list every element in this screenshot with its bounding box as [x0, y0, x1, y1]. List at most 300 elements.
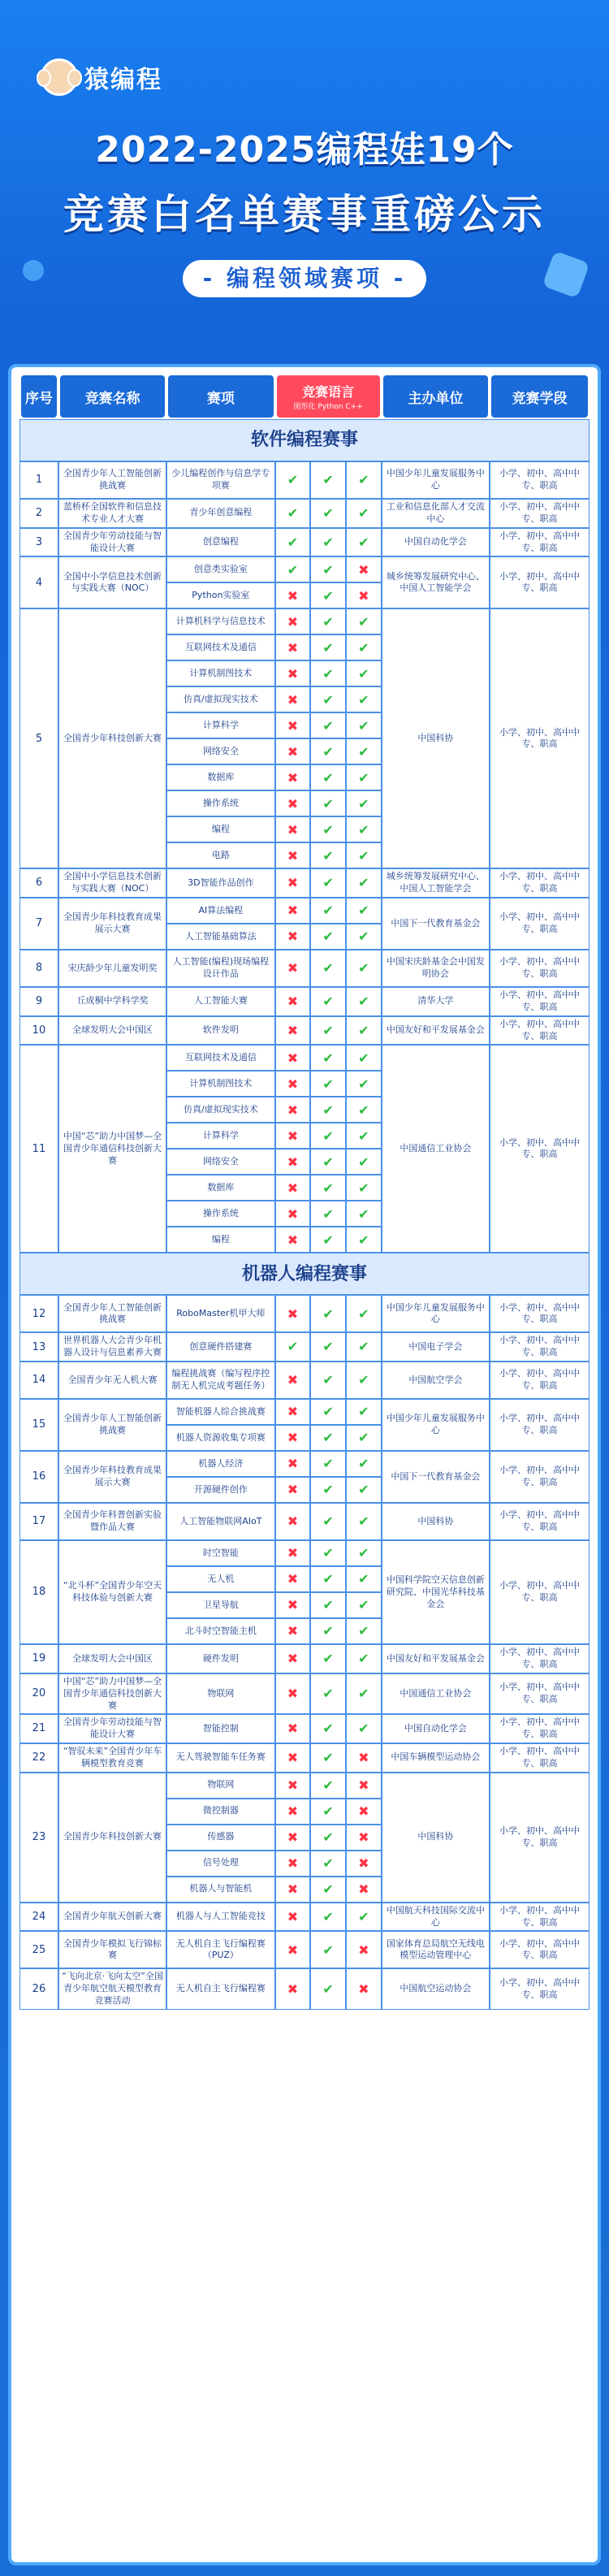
cell-lang-graphic [275, 499, 311, 528]
cross-icon: ✖ [358, 1942, 369, 1958]
cell-item: 机器人与智能机 [166, 1877, 274, 1903]
cell-stage: 小学、初中、高中中专、职高 [490, 1673, 590, 1715]
cell-lang-python [310, 1851, 346, 1877]
cell-stage: 小学、初中、高中中专、职高 [490, 1540, 590, 1644]
check-icon: ✔ [358, 665, 369, 682]
cell-stage: 小学、初中、高中中专、职高 [490, 1773, 590, 1903]
check-icon: ✔ [322, 1305, 334, 1322]
cell-item: 创意类实验室 [166, 556, 274, 582]
check-icon: ✔ [287, 561, 299, 578]
table-row [19, 1714, 590, 1743]
cell-lang-cpp [346, 1566, 382, 1592]
logo [41, 58, 162, 96]
check-icon: ✔ [322, 1571, 334, 1587]
cell-lang-cpp [346, 1618, 382, 1644]
cell-org: 中国少年儿童发展服务中心 [382, 461, 490, 499]
cell-item: AI算法编程 [166, 898, 274, 924]
cell-stage: 小学、初中、高中中专、职高 [490, 1644, 590, 1673]
cell-stage: 小学、初中、高中中专、职高 [490, 1451, 590, 1503]
cell-lang-cpp [346, 1851, 382, 1877]
cell-org: 中国航空运动协会 [382, 1968, 490, 2010]
cell-org: 中国下一代教育基金会 [382, 898, 490, 950]
cell-lang-graphic [275, 1425, 311, 1451]
cell-org: 中国航天科技国际交流中心 [382, 1903, 490, 1932]
check-icon: ✔ [358, 1154, 369, 1170]
cell-item: 人工智能物联网AIoT [166, 1503, 274, 1540]
cell-lang-python [310, 1201, 346, 1227]
cell-lang-cpp [346, 842, 382, 868]
cell-name: “飞向北京·飞向太空”全国青少年航空航天模型教育竞赛活动 [58, 1968, 166, 2010]
cell-item: 物联网 [166, 1673, 274, 1715]
cell-lang-graphic [275, 660, 311, 686]
check-icon: ✔ [322, 1803, 334, 1819]
cell-lang-graphic [275, 868, 311, 898]
cell-stage: 小学、初中、高中中专、职高 [490, 1045, 590, 1253]
cell-lang-cpp [346, 1362, 382, 1399]
check-icon: ✔ [358, 691, 369, 708]
cross-icon: ✖ [287, 1154, 299, 1170]
cell-lang-graphic [275, 1362, 311, 1399]
check-icon: ✔ [322, 1206, 334, 1222]
cell-lang-graphic [275, 1045, 311, 1071]
check-icon: ✔ [358, 1128, 369, 1144]
check-icon: ✔ [358, 1339, 369, 1355]
cell-lang-graphic [275, 1227, 311, 1253]
cell-lang-cpp [346, 608, 382, 634]
header-org: 主办单位 [382, 374, 490, 419]
table-header [19, 374, 590, 419]
cell-lang-python [310, 868, 346, 898]
check-icon: ✔ [322, 743, 334, 760]
check-icon: ✔ [322, 875, 334, 891]
table-row [19, 987, 590, 1016]
cell-item: 软件发明 [166, 1016, 274, 1046]
cell-lang-cpp [346, 1799, 382, 1825]
cell-stage: 小学、初中、高中中专、职高 [490, 1362, 590, 1399]
cell-item: 信号处理 [166, 1851, 274, 1877]
cell-name: 全国青少年人工智能创新挑战赛 [58, 1295, 166, 1332]
table-row [19, 461, 590, 499]
cell-lang-graphic [275, 987, 311, 1016]
cell-item: 智能控制 [166, 1714, 274, 1743]
table-row [19, 868, 590, 898]
header-stage: 竞赛学段 [490, 374, 590, 419]
cross-icon: ✖ [287, 1981, 299, 1997]
cell-lang-python [310, 1016, 346, 1046]
check-icon: ✔ [358, 743, 369, 760]
cell-org: 中国宋庆龄基金会中国发明协会 [382, 950, 490, 987]
check-icon: ✔ [358, 1597, 369, 1613]
cell-name: 世界机器人大会青少年机器人设计与信息素养大赛 [58, 1332, 166, 1362]
cell-lang-cpp [346, 868, 382, 898]
cell-lang-cpp [346, 1743, 382, 1773]
check-icon: ✔ [358, 1305, 369, 1322]
cross-icon: ✖ [358, 1855, 369, 1871]
cell-name: “北斗杯”全国青少年空天科技体验与创新大赛 [58, 1540, 166, 1644]
cell-lang-python [310, 712, 346, 738]
cell-stage: 小学、初中、高中中专、职高 [490, 1743, 590, 1773]
cell-lang-cpp [346, 1644, 382, 1673]
cell-lang-graphic [275, 1503, 311, 1540]
cell-item: RoboMaster机甲大师 [166, 1295, 274, 1332]
cross-icon: ✖ [287, 1571, 299, 1587]
cell-no: 9 [19, 987, 58, 1016]
check-icon: ✔ [358, 929, 369, 945]
check-icon: ✔ [322, 1404, 334, 1420]
cell-name: 蓝桥杯全国软件和信息技术专业人才大赛 [58, 499, 166, 528]
check-icon: ✔ [322, 534, 334, 550]
cell-stage: 小学、初中、高中中专、职高 [490, 898, 590, 950]
cell-lang-python [310, 764, 346, 790]
cell-lang-graphic [275, 1451, 311, 1477]
cross-icon: ✖ [287, 639, 299, 656]
cell-item: 卫星导航 [166, 1592, 274, 1618]
cell-lang-graphic [275, 686, 311, 712]
cell-name: 全国青少年劳动技能与智能设计大赛 [58, 528, 166, 557]
cell-name: 宋庆龄少年儿童发明奖 [58, 950, 166, 987]
check-icon: ✔ [287, 472, 299, 488]
cell-stage: 小学、初中、高中中专、职高 [490, 987, 590, 1016]
cell-lang-graphic [275, 816, 311, 842]
cell-lang-graphic [275, 898, 311, 924]
cell-org: 中国航空学会 [382, 1362, 490, 1399]
table-row [19, 1773, 590, 1799]
cross-icon: ✖ [358, 1981, 369, 1997]
check-icon: ✔ [322, 1154, 334, 1170]
check-icon: ✔ [358, 1686, 369, 1702]
cell-lang-cpp [346, 816, 382, 842]
cell-lang-cpp [346, 987, 382, 1016]
check-icon: ✔ [322, 1076, 334, 1092]
check-icon: ✔ [358, 639, 369, 656]
cell-lang-graphic [275, 1714, 311, 1743]
cell-org: 中国通信工业协会 [382, 1045, 490, 1253]
cell-lang-cpp [346, 686, 382, 712]
cell-item: 互联网技术及通信 [166, 1045, 274, 1071]
cell-lang-cpp [346, 898, 382, 924]
cell-no: 22 [19, 1743, 58, 1773]
cell-lang-graphic [275, 1477, 311, 1503]
check-icon: ✔ [322, 929, 334, 945]
cross-icon: ✖ [358, 1803, 369, 1819]
cell-lang-python [310, 1227, 346, 1253]
check-icon: ✔ [322, 1482, 334, 1498]
cross-icon: ✖ [287, 613, 299, 630]
cross-icon: ✖ [287, 903, 299, 919]
table-row [19, 1362, 590, 1399]
cell-item: 机器人经济 [166, 1451, 274, 1477]
cell-lang-python [310, 790, 346, 816]
cell-lang-graphic [275, 1071, 311, 1097]
cell-lang-cpp [346, 950, 382, 987]
cell-name: 全球发明大会中国区 [58, 1016, 166, 1046]
cell-item: 3D智能作品创作 [166, 868, 274, 898]
cell-stage: 小学、初中、高中中专、职高 [490, 1332, 590, 1362]
cell-item: 机器人资源收集专项赛 [166, 1425, 274, 1451]
cell-name: 全国青少年人工智能创新挑战赛 [58, 461, 166, 499]
cell-lang-graphic [275, 712, 311, 738]
header-lang: 竞赛语言 图形化 Python C++ [275, 374, 382, 419]
check-icon: ✔ [358, 1232, 369, 1248]
cell-lang-cpp [346, 1503, 382, 1540]
cell-lang-cpp [346, 556, 382, 582]
decor-cube-icon [542, 251, 590, 299]
check-icon: ✔ [322, 691, 334, 708]
title-line-1: 2022-2025编程娃19个 [95, 129, 514, 171]
cell-lang-cpp [346, 582, 382, 608]
cell-lang-cpp [346, 461, 382, 499]
cell-stage: 小学、初中、高中中专、职高 [490, 1903, 590, 1932]
table-row [19, 1045, 590, 1071]
cross-icon: ✖ [287, 665, 299, 682]
cell-item: 人工智能大赛 [166, 987, 274, 1016]
cell-no: 20 [19, 1673, 58, 1715]
cell-stage: 小学、初中、高中中专、职高 [490, 608, 590, 868]
cell-lang-cpp [346, 1016, 382, 1046]
cell-item: 编程 [166, 1227, 274, 1253]
check-icon: ✔ [358, 1482, 369, 1498]
cell-lang-graphic [275, 1540, 311, 1566]
cell-name: 全国中小学信息技术创新与实践大赛（NOC） [58, 868, 166, 898]
cell-lang-cpp [346, 1451, 382, 1477]
cell-org: 中国下一代教育基金会 [382, 1451, 490, 1503]
cross-icon: ✖ [287, 717, 299, 734]
cell-no: 18 [19, 1540, 58, 1644]
cross-icon: ✖ [287, 875, 299, 891]
cell-lang-graphic [275, 556, 311, 582]
cross-icon: ✖ [287, 1777, 299, 1793]
cell-org: 工业和信息化部人才交流中心 [382, 499, 490, 528]
cell-lang-python [310, 1903, 346, 1932]
cell-lang-python [310, 987, 346, 1016]
check-icon: ✔ [358, 1721, 369, 1737]
cell-name: 中国“芯”助力中国梦—全国青少年通信科技创新大赛 [58, 1045, 166, 1253]
cell-lang-cpp [346, 1149, 382, 1175]
cell-no: 19 [19, 1644, 58, 1673]
section-title: 机器人编程赛事 [19, 1253, 590, 1295]
cross-icon: ✖ [287, 743, 299, 760]
cell-lang-python [310, 1825, 346, 1851]
table-row [19, 1673, 590, 1715]
cell-lang-cpp [346, 634, 382, 660]
cell-lang-python [310, 1773, 346, 1799]
cross-icon: ✖ [287, 1430, 299, 1446]
cell-item: 微控制器 [166, 1799, 274, 1825]
cross-icon: ✖ [287, 1206, 299, 1222]
cell-lang-python [310, 1295, 346, 1332]
cell-stage: 小学、初中、高中中专、职高 [490, 1016, 590, 1046]
cross-icon: ✖ [287, 1942, 299, 1958]
cell-item: 无人机 [166, 1566, 274, 1592]
cell-lang-cpp [346, 1295, 382, 1332]
cell-lang-cpp [346, 660, 382, 686]
check-icon: ✔ [322, 1102, 334, 1118]
check-icon: ✔ [322, 795, 334, 812]
cell-lang-python [310, 950, 346, 987]
cell-no: 13 [19, 1332, 58, 1362]
cell-name: 全国青少年无人机大赛 [58, 1362, 166, 1399]
table-row [19, 608, 590, 634]
check-icon: ✔ [358, 769, 369, 786]
check-icon: ✔ [358, 1430, 369, 1446]
cross-icon: ✖ [287, 1750, 299, 1766]
check-icon: ✔ [322, 994, 334, 1010]
cell-lang-cpp [346, 1071, 382, 1097]
check-icon: ✔ [358, 847, 369, 864]
table-row [19, 1540, 590, 1566]
cell-item: 计算机制图技术 [166, 1071, 274, 1097]
cell-item: 无人机自主飞行编程赛 [166, 1968, 274, 2010]
cell-lang-python [310, 686, 346, 712]
cell-item: 计算科学 [166, 1123, 274, 1149]
cell-lang-graphic [275, 1799, 311, 1825]
check-icon: ✔ [322, 1623, 334, 1639]
cell-item: 计算机科学与信息技术 [166, 608, 274, 634]
cell-item: 计算机制图技术 [166, 660, 274, 686]
cell-item: 操作系统 [166, 1201, 274, 1227]
cell-name: “智驭未来”全国青少年车辆模型教育竞赛 [58, 1743, 166, 1773]
cell-lang-cpp [346, 1227, 382, 1253]
cell-lang-graphic [275, 1016, 311, 1046]
cell-lang-graphic [275, 1149, 311, 1175]
cell-lang-cpp [346, 1097, 382, 1123]
cross-icon: ✖ [287, 994, 299, 1010]
cell-lang-graphic [275, 924, 311, 950]
cell-lang-python [310, 1877, 346, 1903]
cross-icon: ✖ [287, 1372, 299, 1388]
cell-stage: 小学、初中、高中中专、职高 [490, 556, 590, 608]
check-icon: ✔ [358, 821, 369, 838]
cross-icon: ✖ [287, 1803, 299, 1819]
cell-lang-python [310, 1566, 346, 1592]
cross-icon: ✖ [287, 587, 299, 604]
cell-no: 8 [19, 950, 58, 987]
check-icon: ✔ [358, 1102, 369, 1118]
check-icon: ✔ [322, 639, 334, 656]
cell-lang-python [310, 1477, 346, 1503]
cell-lang-cpp [346, 1877, 382, 1903]
cell-lang-graphic [275, 1968, 311, 2010]
cell-lang-python [310, 1618, 346, 1644]
check-icon: ✔ [358, 1571, 369, 1587]
check-icon: ✔ [322, 717, 334, 734]
cell-no: 3 [19, 528, 58, 557]
cell-item: 仿真/虚拟现实技术 [166, 686, 274, 712]
decor-circle [23, 260, 44, 281]
cell-org: 中国科协 [382, 608, 490, 868]
header-name: 竞赛名称 [58, 374, 166, 419]
table-row [19, 1503, 590, 1540]
check-icon: ✔ [322, 1981, 334, 1997]
check-icon: ✔ [358, 795, 369, 812]
cross-icon: ✖ [287, 1076, 299, 1092]
check-icon: ✔ [287, 505, 299, 522]
cell-item: 创意编程 [166, 528, 274, 557]
check-icon: ✔ [322, 1750, 334, 1766]
cell-org: 中国少年儿童发展服务中心 [382, 1399, 490, 1451]
check-icon: ✔ [358, 1513, 369, 1530]
check-icon: ✔ [322, 1597, 334, 1613]
check-icon: ✔ [358, 1623, 369, 1639]
check-icon: ✔ [322, 613, 334, 630]
cross-icon: ✖ [287, 847, 299, 864]
cell-item: 机器人与人工智能竞技 [166, 1903, 274, 1932]
cell-item: 编程 [166, 816, 274, 842]
cell-stage: 小学、初中、高中中专、职高 [490, 868, 590, 898]
cross-icon: ✖ [358, 1829, 369, 1845]
cell-name: 全国青少年科普创新实验暨作品大赛 [58, 1503, 166, 1540]
cell-item: 人工智能(编程)现场编程设计作品 [166, 950, 274, 987]
cell-item: 创意硬件搭建赛 [166, 1332, 274, 1362]
cell-lang-python [310, 1968, 346, 2010]
cell-stage: 小学、初中、高中中专、职高 [490, 499, 590, 528]
cell-name: 全国青少年人工智能创新挑战赛 [58, 1399, 166, 1451]
check-icon: ✔ [358, 994, 369, 1010]
cell-lang-cpp [346, 790, 382, 816]
cell-no: 26 [19, 1968, 58, 2010]
check-icon: ✔ [322, 1128, 334, 1144]
cell-lang-python [310, 1425, 346, 1451]
brand-name: 猿编程 [84, 66, 162, 94]
cell-org: 中国友好和平发展基金会 [382, 1016, 490, 1046]
cell-lang-graphic [275, 608, 311, 634]
cell-lang-python [310, 738, 346, 764]
check-icon: ✔ [322, 769, 334, 786]
check-icon: ✔ [322, 1829, 334, 1845]
cell-lang-python [310, 1931, 346, 1968]
header-item: 赛项 [166, 374, 274, 419]
cell-stage: 小学、初中、高中中专、职高 [490, 528, 590, 557]
cross-icon: ✖ [287, 1651, 299, 1667]
check-icon: ✔ [322, 561, 334, 578]
section-row [19, 419, 590, 461]
cell-lang-python [310, 1071, 346, 1097]
cell-lang-graphic [275, 1851, 311, 1877]
cell-lang-cpp [346, 1045, 382, 1071]
table-row [19, 1743, 590, 1773]
cell-lang-python [310, 660, 346, 686]
cross-icon: ✖ [287, 1623, 299, 1639]
cell-name: 全国中小学信息技术创新与实践大赛（NOC） [58, 556, 166, 608]
cell-stage: 小学、初中、高中中专、职高 [490, 1295, 590, 1332]
cell-lang-graphic [275, 1673, 311, 1715]
check-icon: ✔ [322, 847, 334, 864]
cell-org: 中国科学院空天信息创新研究院、中国光华科技基金会 [382, 1540, 490, 1644]
cross-icon: ✖ [287, 1128, 299, 1144]
cell-name: 全国青少年科技教育成果展示大赛 [58, 898, 166, 950]
check-icon: ✔ [358, 1404, 369, 1420]
cell-lang-graphic [275, 1931, 311, 1968]
cell-stage: 小学、初中、高中中专、职高 [490, 461, 590, 499]
cell-stage: 小学、初中、高中中专、职高 [490, 1714, 590, 1743]
cell-item: 智能机器人综合挑战赛 [166, 1399, 274, 1425]
cell-lang-python [310, 1799, 346, 1825]
cross-icon: ✖ [287, 1456, 299, 1472]
check-icon: ✔ [322, 1456, 334, 1472]
cell-lang-python [310, 1743, 346, 1773]
table-row [19, 1931, 590, 1968]
cell-lang-python [310, 1451, 346, 1477]
cell-lang-graphic [275, 764, 311, 790]
table-row [19, 950, 590, 987]
cross-icon: ✖ [358, 587, 369, 604]
check-icon: ✔ [358, 1545, 369, 1561]
cell-lang-python [310, 556, 346, 582]
cross-icon: ✖ [287, 769, 299, 786]
check-icon: ✔ [358, 1372, 369, 1388]
cross-icon: ✖ [287, 1022, 299, 1038]
title-line-2: 竞赛白名单赛事重磅公示 [63, 191, 546, 238]
